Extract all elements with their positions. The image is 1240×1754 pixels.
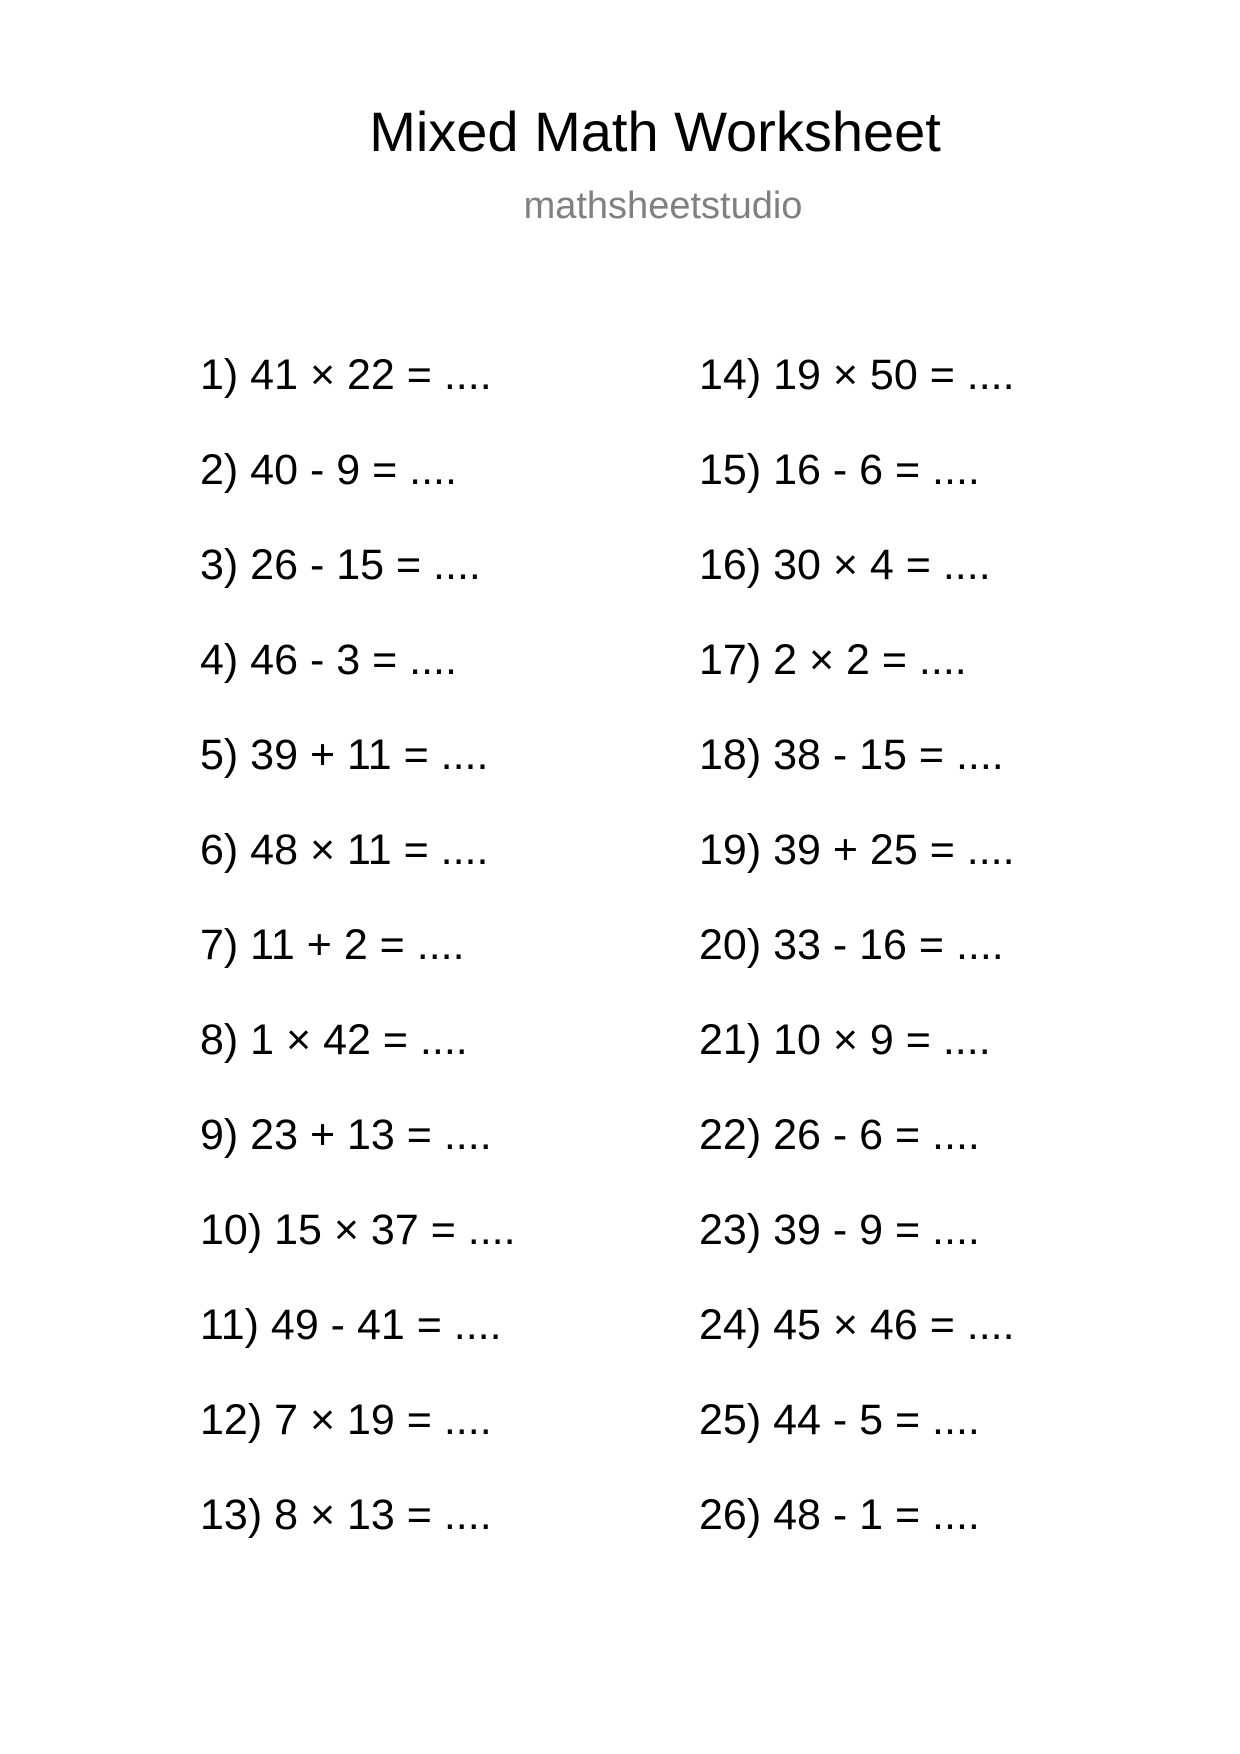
- problem-13: 13) 8 × 13 = ....: [200, 1491, 492, 1539]
- problem-21: 21) 10 × 9 = ....: [699, 1016, 991, 1064]
- problem-16: 16) 30 × 4 = ....: [699, 541, 991, 589]
- problem-14: 14) 19 × 50 = ....: [699, 351, 1015, 399]
- problem-column-left: [200, 350, 516, 1585]
- problem-3: 3) 26 - 15 = ....: [200, 541, 481, 589]
- problem-5: 5) 39 + 11 = ....: [200, 731, 489, 779]
- problem-20: 20) 33 - 16 = ....: [699, 921, 1004, 969]
- problem-22: 22) 26 - 6 = ....: [699, 1111, 980, 1159]
- problem-6: 6) 48 × 11 = ....: [200, 826, 489, 874]
- problem-4: 4) 46 - 3 = ....: [200, 636, 457, 684]
- problem-11: 11) 49 - 41 = ....: [200, 1301, 502, 1349]
- problem-26: 26) 48 - 1 = ....: [699, 1491, 980, 1539]
- worksheet-subtitle: mathsheetstudio: [523, 185, 803, 227]
- problem-column-right: [699, 350, 1015, 1585]
- problem-1: 1) 41 × 22 = ....: [200, 351, 492, 399]
- problem-17: 17) 2 × 2 = ....: [699, 636, 967, 684]
- problem-7: 7) 11 + 2 = ....: [200, 921, 465, 969]
- problem-15: 15) 16 - 6 = ....: [699, 446, 980, 494]
- problem-23: 23) 39 - 9 = ....: [699, 1206, 980, 1254]
- problem-2: 2) 40 - 9 = ....: [200, 446, 457, 494]
- problem-8: 8) 1 × 42 = ....: [200, 1016, 468, 1064]
- problem-10: 10) 15 × 37 = ....: [200, 1206, 516, 1254]
- problem-19: 19) 39 + 25 = ....: [699, 826, 1015, 874]
- problem-9: 9) 23 + 13 = ....: [200, 1111, 492, 1159]
- worksheet-title: Mixed Math Worksheet: [369, 100, 941, 163]
- problem-12: 12) 7 × 19 = ....: [200, 1396, 492, 1444]
- problem-24: 24) 45 × 46 = ....: [699, 1301, 1015, 1349]
- problem-25: 25) 44 - 5 = ....: [699, 1396, 980, 1444]
- problem-18: 18) 38 - 15 = ....: [699, 731, 1004, 779]
